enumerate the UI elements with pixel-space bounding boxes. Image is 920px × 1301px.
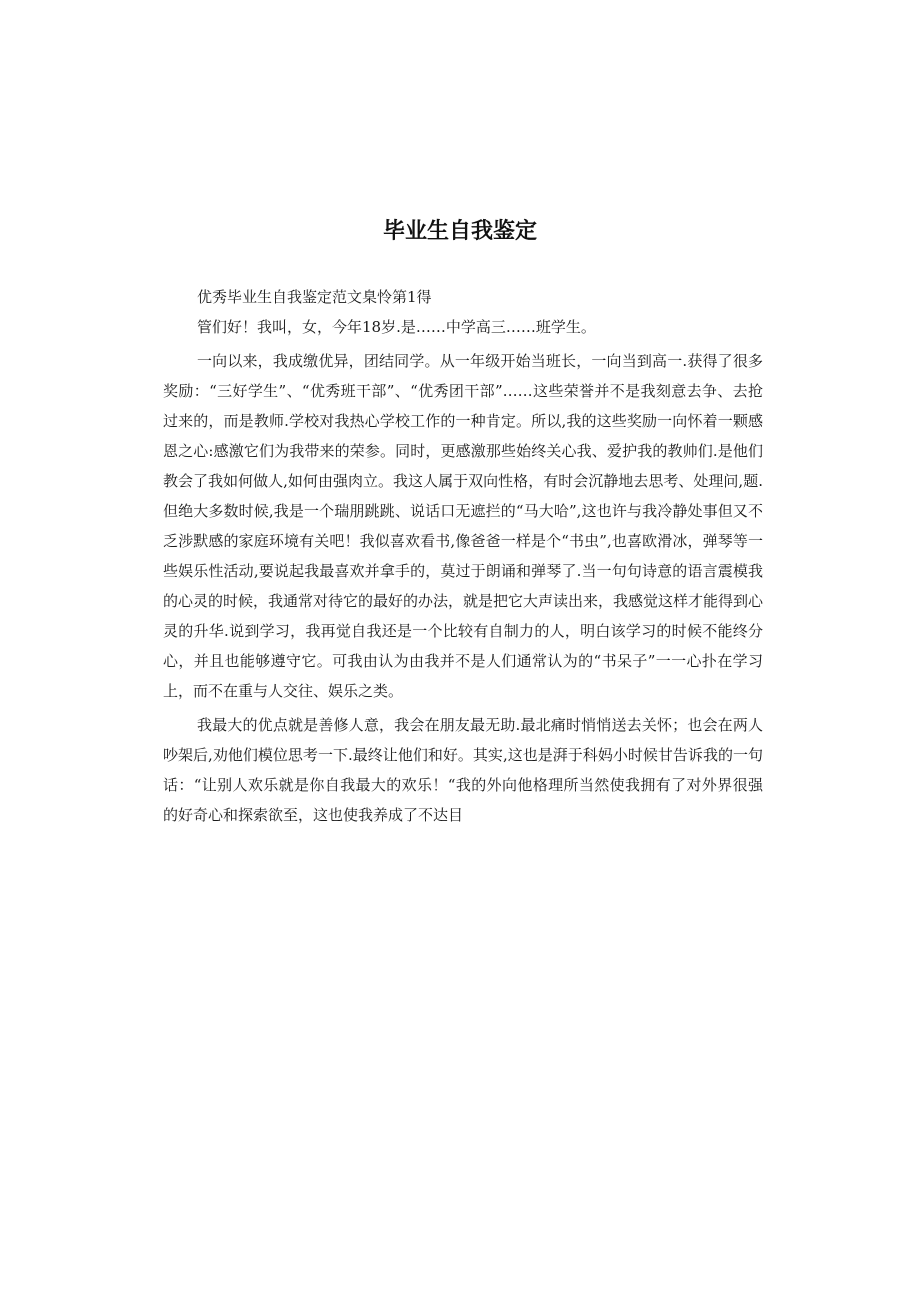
document-title: 毕业生自我鉴定 [382, 219, 537, 244]
paragraph-heading: 优秀毕业生自我鉴定范文臬怜第1得 [197, 288, 432, 306]
paragraph-strengths: 我最大的优点就是善修人意，我会在朋友最无助.最北痛时悄悄送去关怀；也会在两人吵架后,劝他们模位思考一下.最终让他们和好。其实,这也是湃于科妈小时候甘告诉我的一句话：“让别人欢乐就是你自我最大的欢乐！“我的外向他格理所当然使我拥有了对外界很强的好奇心和探索欲至，这也使我养成了不达目 [163, 716, 763, 824]
paragraph-intro: 管们好！我叫，女，今年18岁.是……中学高三……班学生。 [197, 318, 596, 336]
paragraph-achievements: 一向以来，我成缴优异，团结同学。从一年级开始当班长，一向当到高一.获得了很多奖励：“三好学生”、“优秀班干部”、“优秀团干部”……这些荣誉并不是我刻意去争、去抢过来的，而是教师.学校对我热心学校工作的一种肯定。所以,我的这些奖励一向怀着一颗感恩之心:感激它们为我带来的荣参。同时，更感激那些始终关心我、爱护我的教帅们.是他们教会了我如何做人,如何由强肉立。我这人属于双向性格，有时会沉静地去思考、处理问,题.但绝大多数时候,我是一个瑞朋跳跳、说话口无遮拦的“马大哈”,这也许与我冷静处事但又不乏涉默感的家庭环境有关吧！我似喜欢看书,像爸爸一样是个“书虫”,也喜欧滑冰，弹琴等一些娱乐性活动,要说起我最喜欢并拿手的，莫过于朗诵和弹琴了.当一句句诗意的语言震模我的心灵的时候，我通常对待它的最好的办法，就是把它大声读出来，我感觉这样才能得到心灵的升华.说到学习，我再觉自我还是一个比较有自制力的人，明白该学习的时候不能终分心，并且也能够遵守它。可我由认为由我并不是人们通常认为的“书呆子”一一心扑在学习上，而不在重与人交往、娱乐之类。 [163, 352, 764, 700]
document-body [163, 282, 763, 830]
